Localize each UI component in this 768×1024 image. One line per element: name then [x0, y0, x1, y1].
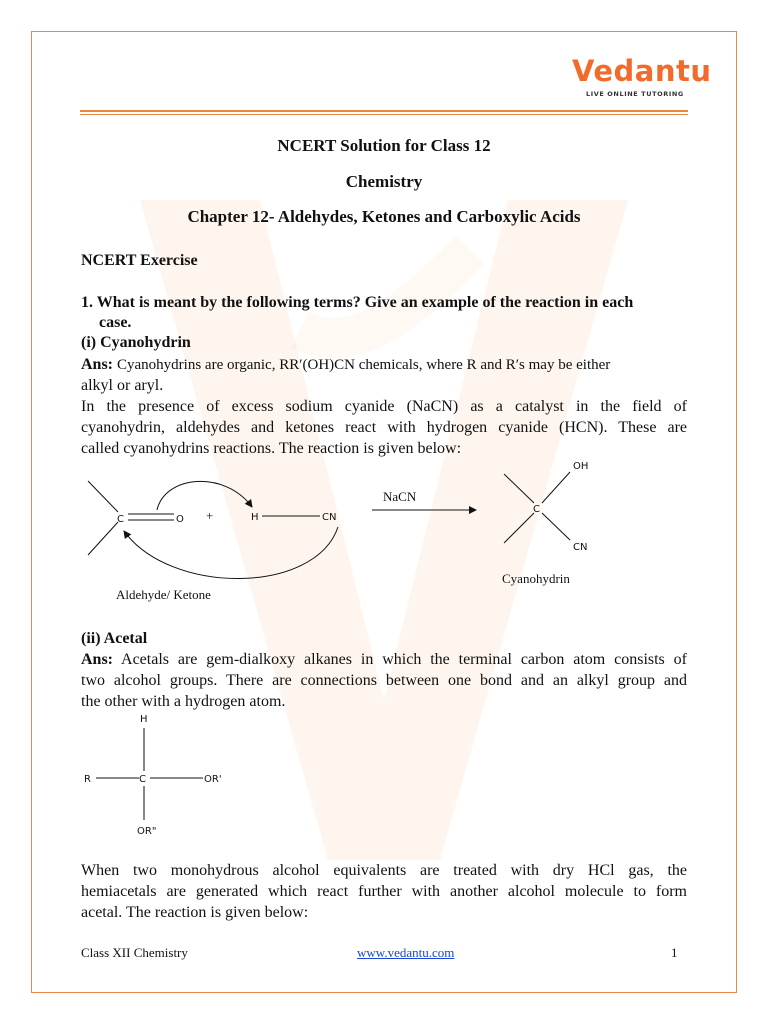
product-label: Cyanohydrin	[502, 571, 570, 586]
reactant-oxygen: O	[176, 514, 184, 525]
reagent-cyanide: CN	[322, 512, 337, 523]
part-ii-title: (ii) Acetal	[81, 630, 148, 647]
cyanohydrin-reaction-diagram	[80, 455, 690, 605]
catalyst-label: NaCN	[383, 489, 417, 504]
logo-wordmark: Vedantu	[572, 54, 712, 88]
answer-label: Ans:	[81, 356, 114, 373]
part-i-para-line-1: In the presence of excess sodium cyanide (NaCN) as a catalyst in the field of	[81, 398, 687, 415]
acetal-r-group: R	[84, 774, 91, 785]
plus-sign: +	[206, 508, 214, 523]
reagent-hydrogen: H	[251, 512, 259, 523]
acetal-or-double-prime: OR"	[137, 826, 157, 837]
product-carbon: C	[533, 504, 540, 515]
vedantu-logo[interactable]	[572, 54, 712, 102]
part-ii-answer-line-2: two alcohol groups. There are connections between one bond and an alkyl group and	[81, 672, 687, 689]
part-i-para-line-2: cyanohydrin, aldehydes and ketones react with hydrogen cyanide (HCN). These are	[81, 419, 687, 436]
product-cyanide: CN	[573, 542, 588, 553]
part-ii-answer-line-1	[81, 650, 687, 669]
answer-text: Cyanohydrins are organic, RR′(OH)CN chemicals, where R and R′s may be either	[117, 357, 611, 373]
part-i-title: (i) Cyanohydrin	[81, 334, 191, 351]
product-hydroxyl: OH	[573, 461, 589, 472]
doc-subject: Chemistry	[345, 172, 423, 191]
footer-class-label: Class XII Chemistry	[81, 945, 188, 960]
page-number: 1	[671, 945, 678, 960]
acetal-carbon: C	[139, 774, 146, 785]
part-ii-answer-line-3: the other with a hydrogen atom.	[81, 693, 286, 710]
answer-text: Acetals are gem-dialkoxy alkanes in which the terminal carbon atom consists of	[121, 651, 687, 668]
acetal-structure-diagram	[80, 708, 280, 838]
closing-line-2: hemiacetals are generated which react further with another alcohol molecule to form	[81, 883, 687, 900]
header-rule-thin	[80, 114, 688, 115]
part-i-answer-line-1	[81, 355, 687, 375]
reactant-label: Aldehyde/ Ketone	[116, 587, 211, 602]
question-line-1: 1. What is meant by the following terms? Give an example of the reaction in each	[81, 294, 634, 311]
reactant-carbon: C	[117, 514, 124, 525]
question-line-2: case.	[99, 314, 132, 331]
doc-title: NCERT Solution for Class 12	[277, 136, 491, 155]
acetal-hydrogen: H	[140, 714, 148, 725]
doc-chapter: Chapter 12- Aldehydes, Ketones and Carboxylic Acids	[187, 207, 581, 226]
acetal-or-prime: OR'	[204, 774, 222, 785]
closing-line-3: acetal. The reaction is given below:	[81, 904, 309, 921]
answer-label: Ans:	[81, 651, 114, 668]
part-i-answer-line-2: alkyl or aryl.	[81, 377, 164, 394]
section-title: NCERT Exercise	[81, 252, 198, 269]
footer-website-link[interactable]: www.vedantu.com	[357, 945, 455, 960]
closing-line-1: When two monohydrous alcohol equivalents are treated with dry HCl gas, the	[81, 862, 687, 879]
header-rule	[80, 110, 688, 112]
logo-tagline: LIVE ONLINE TUTORING	[586, 90, 684, 98]
part-i-para-line-3: called cyanohydrins reactions. The reaction is given below:	[81, 440, 462, 457]
